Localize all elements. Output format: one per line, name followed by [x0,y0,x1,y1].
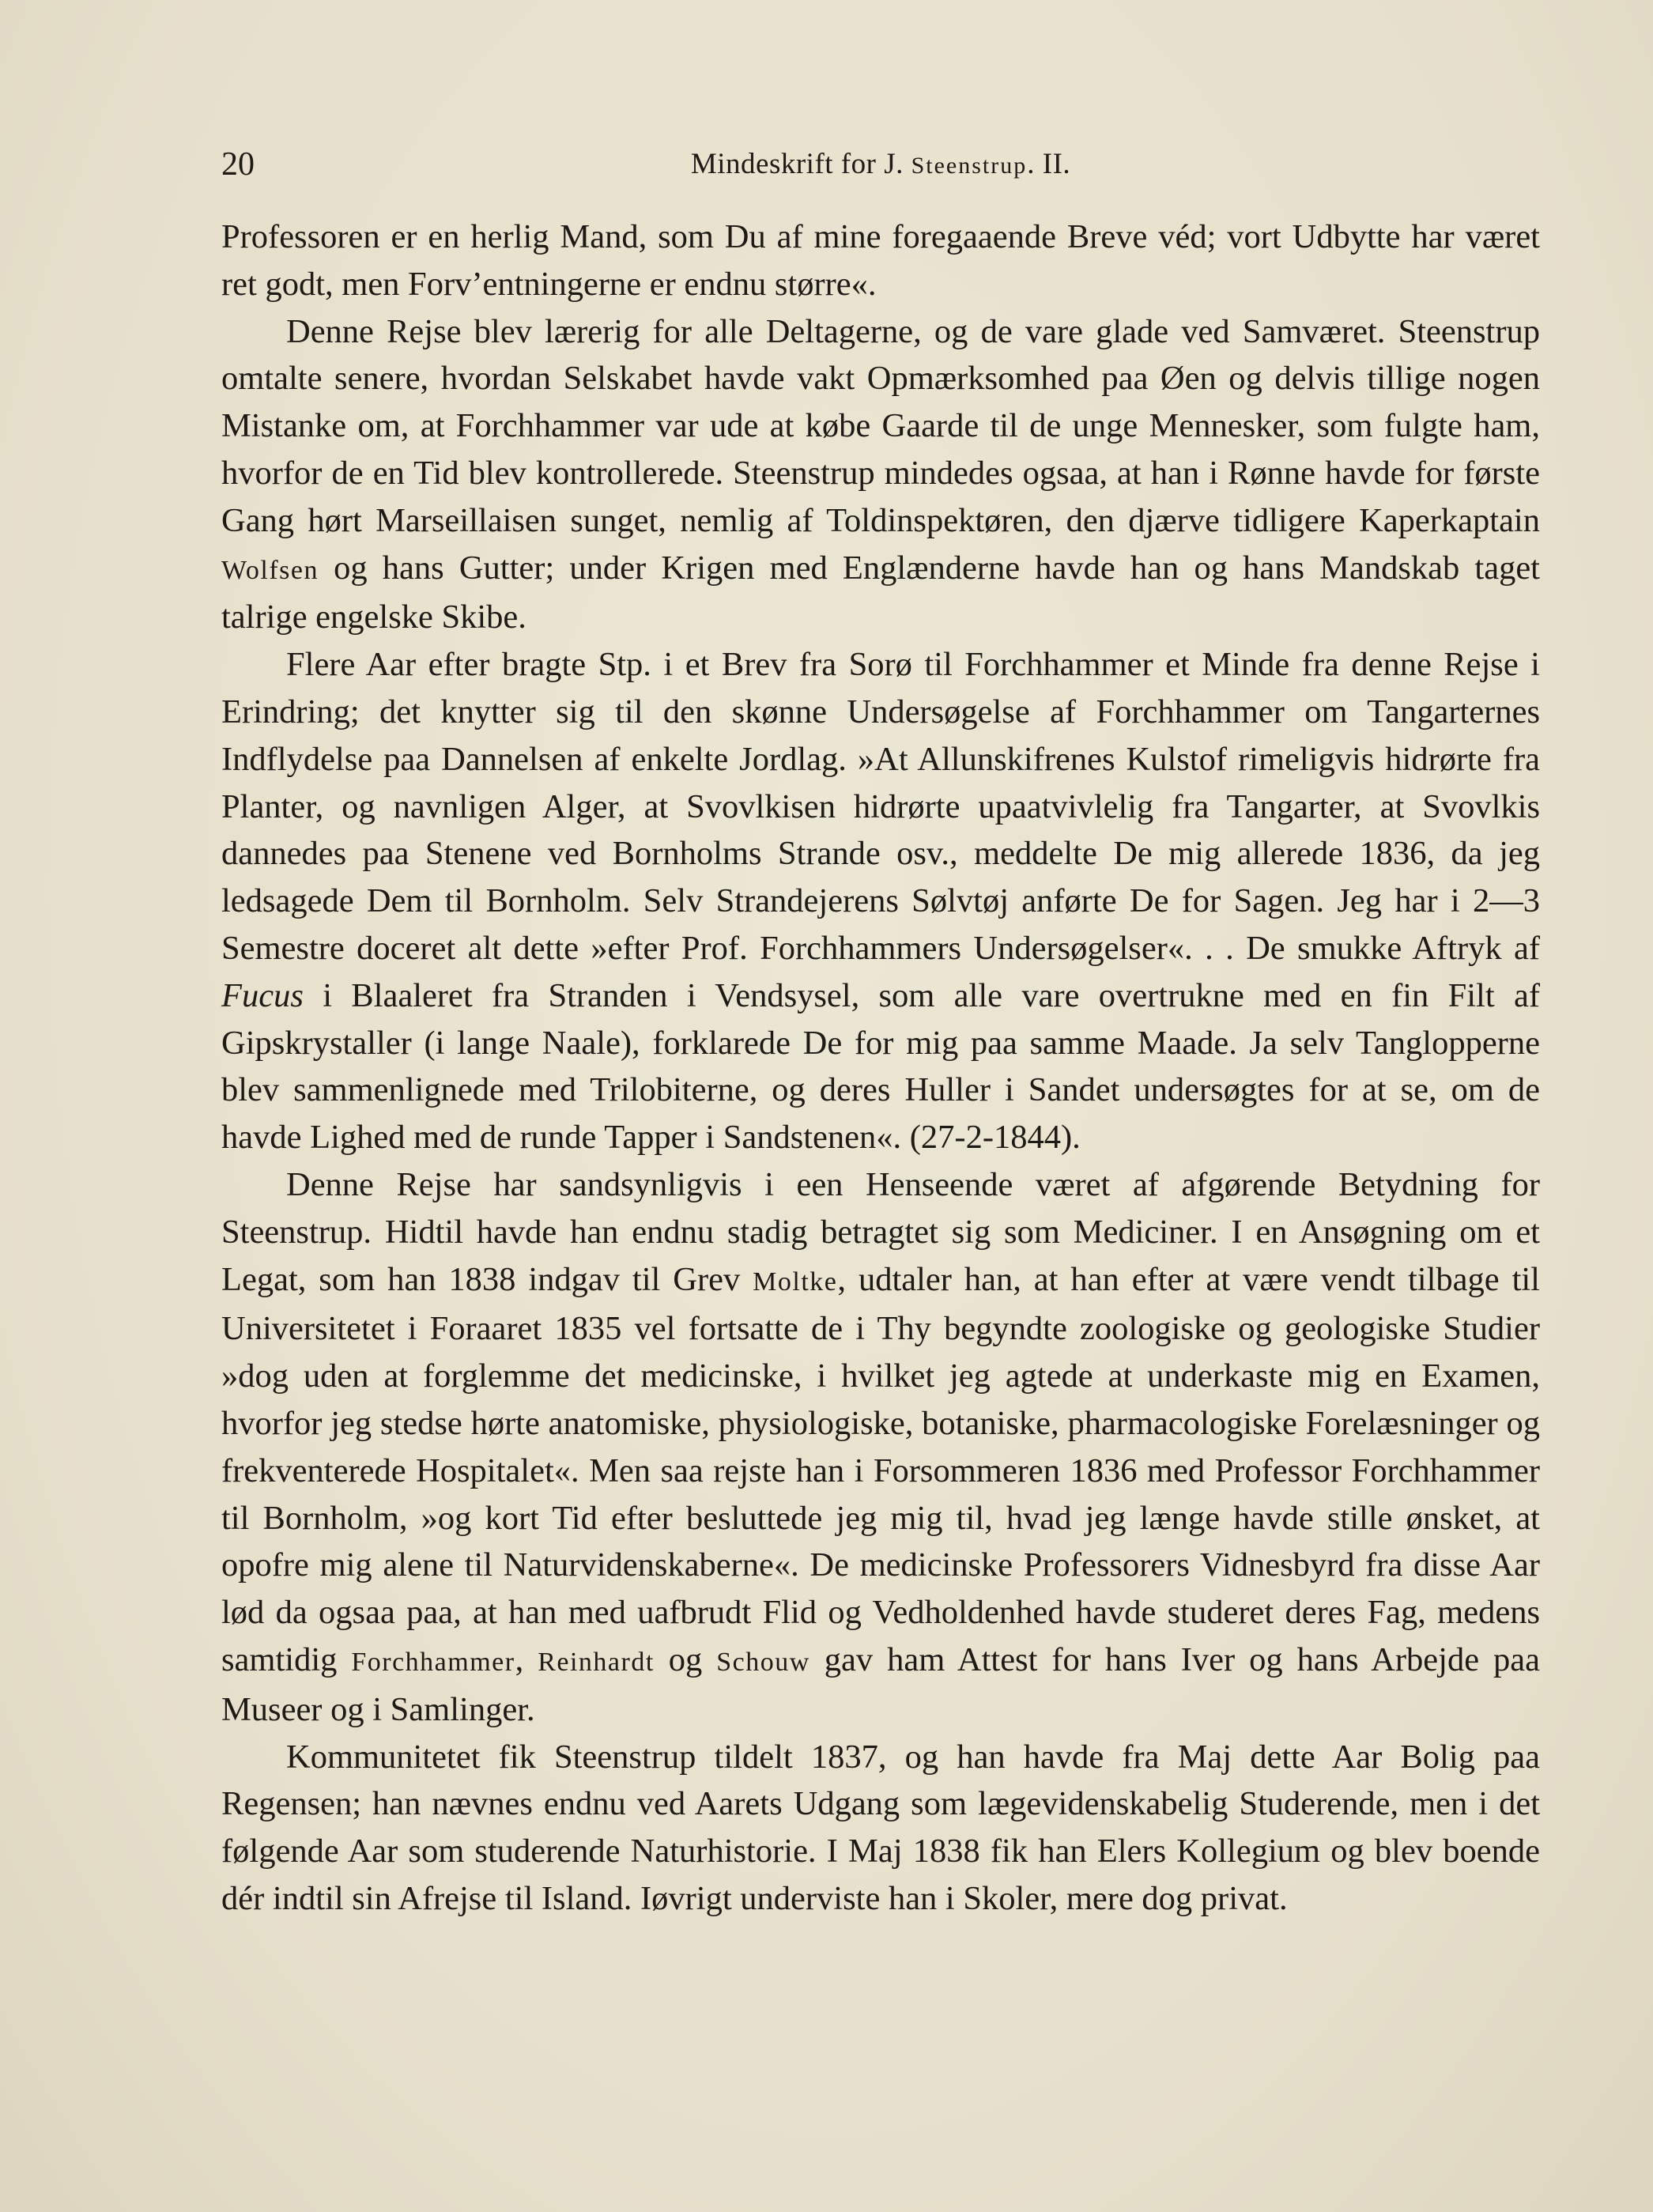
running-title-name: Steenstrup [911,153,1028,179]
text-run: Denne Rejse blev lærerig for alle Deltagerne, og de vare glade ved Samværet. Steenstrup omtalte senere, hvordan Selskabet havde vakt Opmærksomhed paa Øen og delvis tillige nogen Mistanke om, at Forchhammer var ude at købe Gaarde til de unge Mennesker, som fulgte ham, hvorfor de en Tid blev kontrollerede. Steenstrup mindedes ogsaa, at han i Rønne havde for første Gang hørt Marseillaisen sunget, nemlig af Toldinspektøren, den djærve tidligere Kaperkaptain [221,312,1540,539]
paragraph [221,213,1540,308]
text-run: og [654,1640,717,1678]
paragraph [221,308,1540,642]
text-run: Professoren er en herlig Mand, som Du af mine foregaaende Breve véd; vort Udbytte har været ret godt, men Forv’entningerne er endnu større«. [221,218,1540,303]
body-text [221,213,1540,1923]
paragraph [221,1734,1540,1923]
running-title-prefix: Mindeskrift for J. [690,148,911,180]
text-run: Flere Aar efter bragte Stp. i et Brev fra Sorø til Forchhammer et Minde fra denne Rejse i Erindring; det knytter sig til den skønne Undersøgelse af Forchhammer om Tangarternes Indflydelse paa Dannelsen af enkelte Jordlag. »At Allunskifrenes Kulstof rimeligvis hidrørte fra Planter, og navnligen Alger, at Svovlkisen hidrørte upaatvivlelig fra Tangarter, at Svovlkis dannedes paa Stenene ved Bornholms Strande osv., meddelte De mig allerede 1836, da jeg ledsagede Dem til Bornholm. Selv Strandejerens Sølvtøj anførte De for Sagen. Jeg har i 2—3 Semestre doceret alt dette »efter Prof. Forchhammers Undersøgelser«. . . De smukke Aftryk af [221,646,1540,967]
small-caps-name: Forchhammer [351,1647,515,1677]
small-caps-name: Reinhardt [538,1647,655,1677]
small-caps-name: Schouw [716,1647,810,1677]
text-run: Denne Rejse har sandsynligvis i een Henseende været af afgørende Betydning for Steenstrup. Hidtil havde han endnu stadig betragtet sig som Mediciner. I en Ansøgning om et Legat, som han 1838 indgav til Grev [221,1165,1540,1298]
paragraph [221,1161,1540,1734]
text-run: gav ham Attest for hans Iver og hans Arbejde paa Museer og i Samlinger. [221,1640,1541,1728]
text-run: , udtaler han, at han efter at være vendt tilbage til Universitetet i Foraaret 1835 vel fortsatte de i Thy begyndte zoologiske og geologiske Studier »dog uden at forglemme det medicinske, i hvilket jeg agtede at underkaste mig en Examen, hvorfor jeg stedse hørte anatomiske, physiologiske, botaniske, pharmacologiske Forelæsninger og frekventerede Hospitalet«. Men saa rejste han i Forsommeren 1836 med Professor Forchhammer til Bornholm, »og kort Tid efter besluttede jeg mig til, hvad jeg længe havde stille ønsket, at opofre mig alene til Naturvidenskaberne«. De medicinske Professorers Vidnesbyrd fra disse Aar lød da ogsaa paa, at han med uafbrudt Flid og Vedholdenhed havde studeret deres Fag, medens samtidig [221,1260,1540,1678]
running-title-suffix: . II. [1027,148,1071,180]
text-run: i Blaaleret fra Stranden i Vendsysel, som alle vare overtrukne med en fin Filt af Gipskrystaller (i lange Naale), forklarede De for mig paa samme Maade. Ja selv Tanglopperne blev sammenlignede med Trilobiterne, og deres Huller i Sandet undersøgtes for at se, om de havde Lighed med de runde Tapper i Sandstenen«. (27-2-1844). [221,976,1540,1157]
text-run: Kommunitetet fik Steenstrup tildelt 1837, og han havde fra Maj dette Aar Bolig paa Regensen; han nævnes endnu ved Aarets Udgang som lægevidenskabelig Studerende, men i det følgende Aar som studerende Naturhistorie. I Maj 1838 fik han Elers Kollegium og blev boende dér indtil sin Afrejse til Island. Iøvrigt underviste han i Skoler, mere dog privat. [221,1738,1540,1917]
running-title [221,141,1540,190]
small-caps-name: Moltke [753,1266,838,1297]
text-run: og hans Gutter; under Krigen med Englænderne havde han og hans Mandskab taget talrige engelske Skibe. [221,549,1540,636]
italic-text: Fucus [221,976,304,1014]
page-header [221,141,1540,188]
paragraph [221,641,1540,1161]
text-run: , [515,1640,538,1678]
page-number: 20 [221,146,255,183]
small-caps-name: Wolfsen [221,555,319,585]
